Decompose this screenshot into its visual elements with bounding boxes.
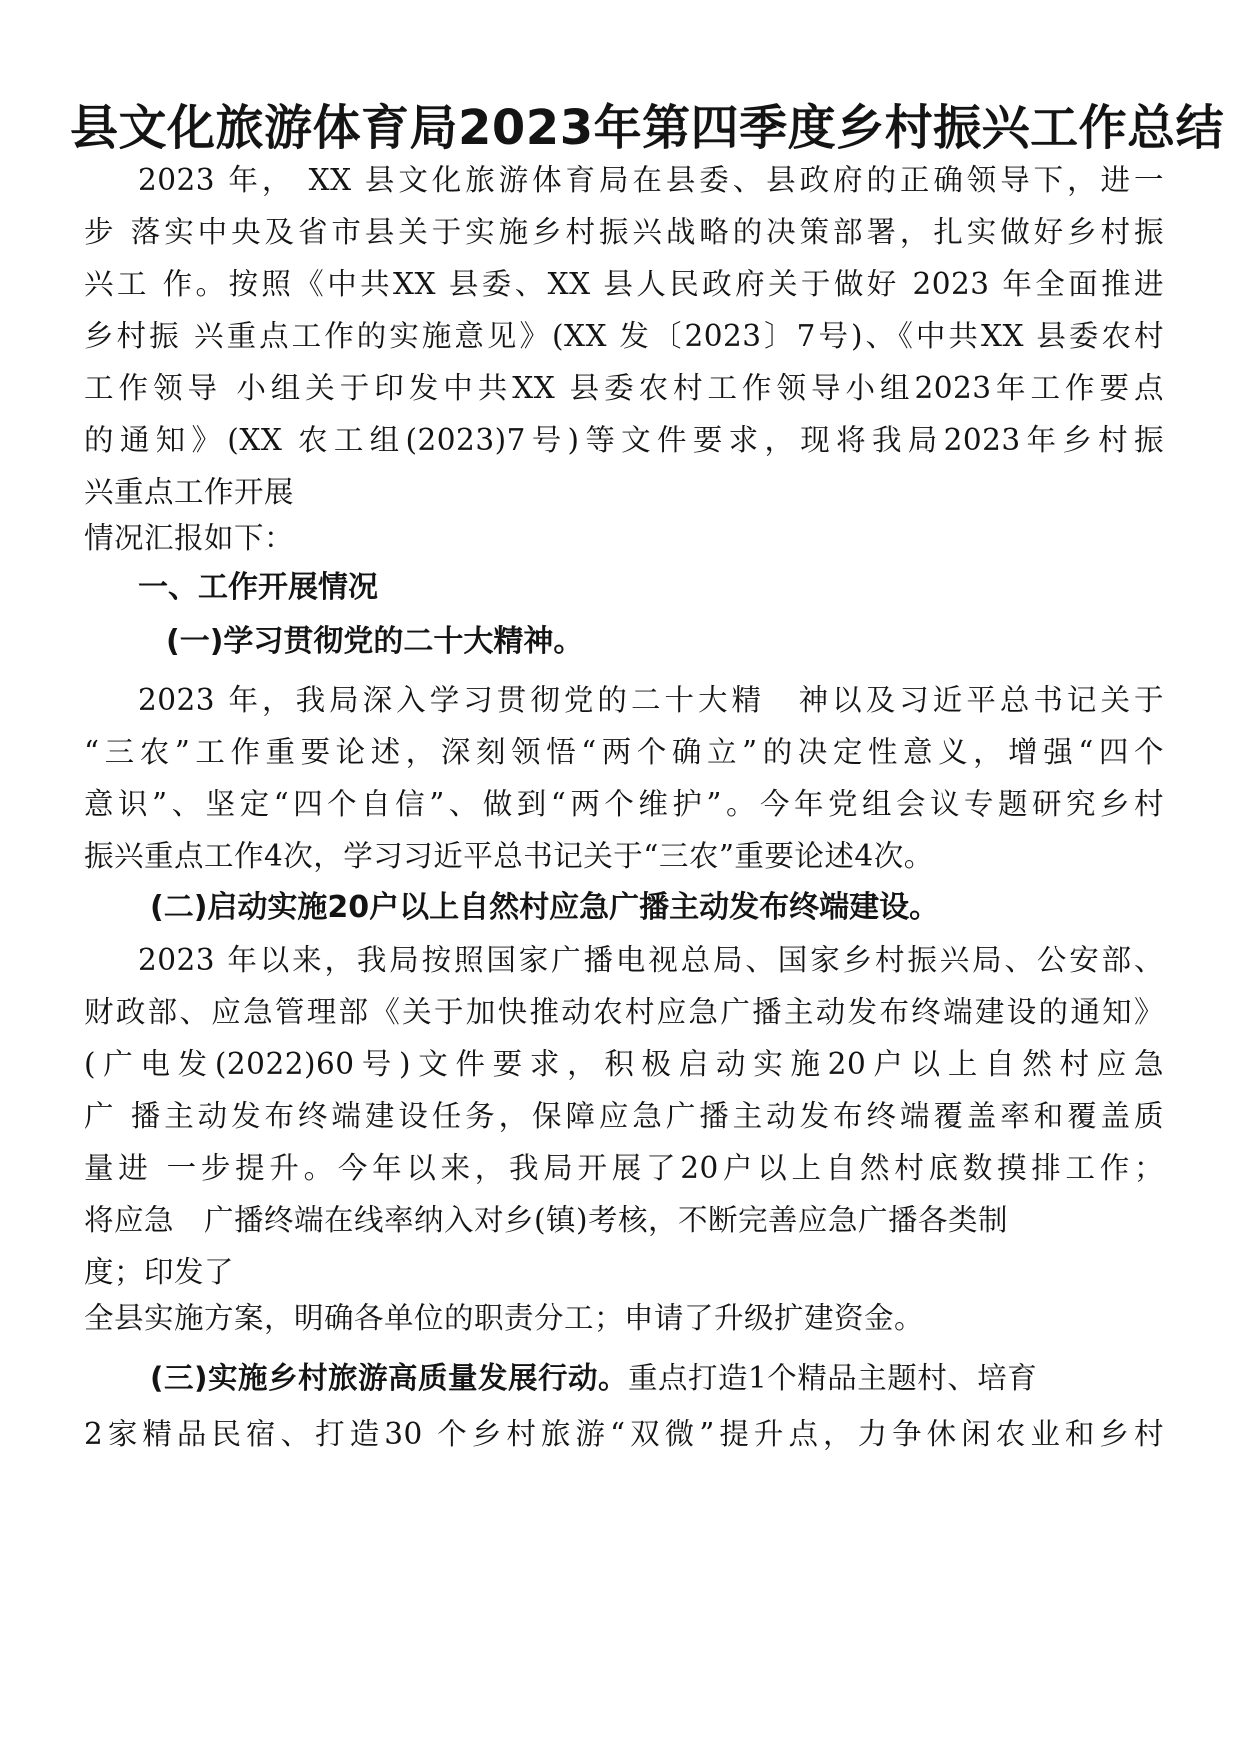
- subsection-heading: (一)学习贯彻党的二十大精神。: [166, 624, 584, 659]
- intro-line: 兴工 作。按照《中共XX 县委、XX 县人民政府关于做好 2023 年全面推进: [84, 267, 1164, 301]
- intro-line: 乡村振 兴重点工作的实施意见》(XX 发〔2023〕7号)、《中共XX 县委农村: [84, 319, 1164, 353]
- intro-line: 情况汇报如下：: [84, 521, 295, 555]
- body-text: 重点打造1个精品主题村、培育: [627, 1361, 1038, 1395]
- subsection-3-first-line: [150, 1358, 1164, 1398]
- body-line: 2023 年，我局深入学习贯彻党的二十大精 神以及习近平总书记关于: [138, 683, 1164, 717]
- document-title: 县文化旅游体育局2023年第四季度乡村振兴工作总结: [70, 100, 1225, 156]
- body-line: (广电发(2022)60号)文件要求，积极启动实施20户以上自然村应急: [84, 1047, 1164, 1081]
- body-line: 广 播主动发布终端建设任务，保障应急广播主动发布终端覆盖率和覆盖质: [84, 1099, 1164, 1133]
- body-line: 振兴重点工作4次，学习习近平总书记关于“三农”重要论述4次。: [84, 839, 934, 873]
- body-line: 2家精品民宿、打造30 个乡村旅游“双微”提升点，力争休闲农业和乡村: [84, 1417, 1164, 1451]
- body-line: 将应急 广播终端在线率纳入对乡(镇)考核，不断完善应急广播各类制: [84, 1203, 1009, 1237]
- intro-line: 兴重点工作开展: [84, 475, 295, 509]
- intro-line: 2023 年， XX 县文化旅游体育局在县委、县政府的正确领导下，进一: [138, 163, 1164, 197]
- intro-line: 步 落实中央及省市县关于实施乡村振兴战略的决策部署，扎实做好乡村振: [84, 215, 1164, 249]
- section-heading: 一、工作开展情况: [138, 570, 378, 605]
- body-line: 全县实施方案，明确各单位的职责分工；申请了升级扩建资金。: [84, 1301, 925, 1335]
- body-line: “三农”工作重要论述，深刻领悟“两个确立”的决定性意义，增强“四个: [84, 735, 1164, 769]
- body-line: 度；印发了: [84, 1255, 235, 1289]
- subsection-heading: (三)实施乡村旅游高质量发展行动。: [150, 1361, 628, 1395]
- intro-line: 工作领导 小组关于印发中共XX 县委农村工作领导小组2023年工作要点: [84, 371, 1164, 405]
- body-line: 财政部、应急管理部《关于加快推动农村应急广播主动发布终端建设的通知》: [84, 995, 1164, 1029]
- body-line: 2023 年以来，我局按照国家广播电视总局、国家乡村振兴局、公安部、: [138, 943, 1164, 977]
- subsection-heading: (二)启动实施20户以上自然村应急广播主动发布终端建设。: [150, 890, 940, 925]
- intro-line: 的通知》(XX 农工组(2023)7号)等文件要求，现将我局2023年乡村振: [84, 423, 1164, 457]
- body-line: 量进 一步提升。今年以来，我局开展了20户以上自然村底数摸排工作；: [84, 1151, 1164, 1185]
- body-line: 意识”、坚定“四个自信”、做到“两个维护”。今年党组会议专题研究乡村: [84, 787, 1164, 821]
